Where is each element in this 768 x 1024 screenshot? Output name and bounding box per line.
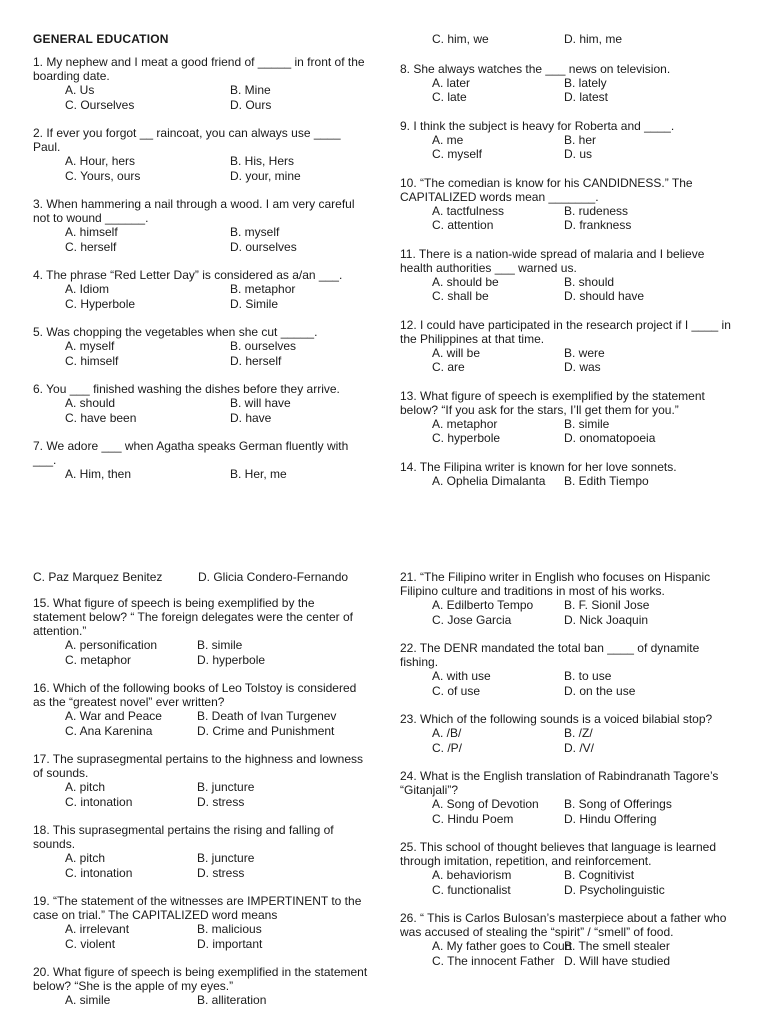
answer-options bbox=[33, 225, 368, 254]
question-text: 8. She always watches the ___ news on television. bbox=[400, 61, 671, 76]
answer-option: C. Hyperbole bbox=[65, 296, 136, 311]
answer-option: B. simile bbox=[197, 638, 243, 652]
question-text: 25. This school of thought believes that language is learned through imitation, repetition, and reinforcement. bbox=[400, 840, 716, 868]
answer-option: C. The innocent Father bbox=[432, 953, 555, 968]
answer-option: C. Hindu Poem bbox=[432, 811, 514, 826]
question-list bbox=[33, 596, 368, 1008]
answer-options bbox=[400, 939, 735, 968]
answer-option: B. myself bbox=[230, 225, 280, 239]
answer-option: A. metaphor bbox=[432, 416, 498, 431]
answer-option: C. violent bbox=[65, 936, 116, 951]
question-list bbox=[400, 62, 735, 489]
question-item bbox=[33, 197, 368, 254]
answer-option: D. ourselves bbox=[230, 239, 297, 254]
answer-option: D. have bbox=[230, 410, 272, 425]
question-item bbox=[400, 119, 735, 162]
question-text: 1. My nephew and I meat a good friend of _____ in front of the boarding date. bbox=[33, 55, 365, 83]
answer-option: B. rudeness bbox=[564, 203, 629, 218]
column-right bbox=[400, 0, 735, 502]
question-text: 4. The phrase “Red Letter Day” is considered as a/an ___. bbox=[33, 268, 343, 282]
question-text: 20. What figure of speech is being exemplified in the statement below? “She is the apple of my eyes.” bbox=[33, 965, 368, 993]
question-item bbox=[33, 325, 368, 368]
answer-option: B. to use bbox=[564, 669, 612, 683]
question-item bbox=[400, 641, 735, 698]
answer-options bbox=[33, 780, 368, 809]
answer-option: B. His, Hers bbox=[230, 154, 295, 168]
answer-option: C. Jose Garcia bbox=[432, 612, 512, 627]
answer-options bbox=[33, 851, 368, 880]
answer-options bbox=[400, 669, 735, 698]
question-item bbox=[33, 752, 368, 809]
answer-option: D. your, mine bbox=[230, 168, 301, 183]
question-text: 3. When hammering a nail through a wood. I am very careful not to wound ______. bbox=[33, 197, 355, 225]
question-item bbox=[33, 894, 368, 951]
question-item bbox=[400, 62, 735, 105]
answer-option: D. onomatopoeia bbox=[564, 431, 656, 445]
option: D. him, me bbox=[564, 32, 623, 46]
answer-option: A. pitch bbox=[65, 851, 106, 865]
question-item bbox=[33, 681, 368, 738]
answer-option: C. metaphor bbox=[65, 652, 132, 667]
answer-option: B. Mine bbox=[230, 83, 271, 97]
answer-option: D. herself bbox=[230, 353, 282, 368]
answer-option: D. was bbox=[564, 360, 601, 374]
answer-options bbox=[400, 797, 735, 826]
answer-option: D. Nick Joaquin bbox=[564, 612, 649, 627]
answer-option: B. Her, me bbox=[230, 467, 287, 481]
answer-option: B. Edith Tiempo bbox=[564, 473, 649, 488]
answer-option: B. alliteration bbox=[197, 993, 267, 1007]
option: D. Glicia Condero-Fernando bbox=[198, 570, 349, 584]
question-item bbox=[33, 126, 368, 183]
answer-option: A. simile bbox=[65, 993, 111, 1007]
answer-option: C. hyperbole bbox=[432, 431, 501, 445]
answer-option: B. her bbox=[564, 132, 597, 147]
answer-options bbox=[400, 474, 735, 489]
answer-options bbox=[33, 282, 368, 311]
answer-option: B. malicious bbox=[197, 922, 262, 936]
question-item bbox=[400, 712, 735, 755]
option: C. him, we bbox=[432, 32, 489, 46]
answer-option: B. F. Sionil Jose bbox=[564, 598, 650, 612]
answer-option: D. Psycholinguistic bbox=[564, 882, 665, 897]
answer-option: A. behaviorism bbox=[432, 868, 512, 882]
answer-option: B. Song of Offerings bbox=[564, 797, 672, 811]
question-item bbox=[400, 769, 735, 826]
question-item bbox=[400, 176, 735, 233]
answer-option: A. personification bbox=[65, 638, 158, 652]
answer-option: B. simile bbox=[564, 416, 610, 431]
answer-options bbox=[33, 396, 368, 425]
question-list bbox=[33, 55, 368, 482]
question-text: 15. What figure of speech is being exemplified by the statement below? “ The foreign delegates were the center of attention.” bbox=[33, 596, 353, 638]
answer-option: C. functionalist bbox=[432, 882, 511, 897]
question-item bbox=[33, 55, 368, 112]
question-item bbox=[33, 823, 368, 880]
answer-option: B. lately bbox=[564, 75, 607, 90]
question-text: 22. The DENR mandated the total ban ____ of dynamite fishing. bbox=[400, 641, 700, 669]
answer-option: A. My father goes to Court bbox=[432, 939, 573, 953]
answer-options bbox=[400, 726, 735, 755]
answer-options bbox=[400, 598, 735, 627]
answer-option: D. /V/ bbox=[564, 740, 595, 755]
answer-option: B. juncture bbox=[197, 780, 255, 794]
answer-option: C. late bbox=[432, 90, 467, 104]
question-item bbox=[400, 318, 735, 375]
answer-option: C. of use bbox=[432, 683, 481, 698]
answer-option: C. have been bbox=[65, 410, 137, 425]
answer-option: D. Crime and Punishment bbox=[197, 723, 335, 738]
answer-option: B. juncture bbox=[197, 851, 255, 865]
answer-options bbox=[400, 133, 735, 162]
option: C. Paz Marquez Benitez bbox=[33, 570, 163, 584]
answer-options bbox=[400, 204, 735, 233]
answer-options bbox=[33, 154, 368, 183]
answer-option: D. us bbox=[564, 147, 593, 161]
question-text: 19. “The statement of the witnesses are IMPERTINENT to the case on trial.” The CAPITALIZED word means bbox=[33, 894, 362, 922]
answer-option: C. shall be bbox=[432, 289, 489, 303]
answer-option: A. himself bbox=[65, 225, 118, 239]
answer-options bbox=[400, 346, 735, 375]
question-text: 6. You ___ finished washing the dishes before they arrive. bbox=[33, 382, 340, 396]
question-item bbox=[33, 965, 368, 1008]
answer-option: C. Ana Karenina bbox=[65, 723, 153, 738]
answer-options bbox=[33, 993, 368, 1008]
question-text: 10. “The comedian is know for his CANDIDNESS.” The CAPITALIZED words mean _______. bbox=[400, 175, 693, 204]
answer-options bbox=[33, 638, 368, 667]
column-left bbox=[33, 570, 368, 1022]
answer-option: A. Edilberto Tempo bbox=[432, 598, 534, 612]
answer-option: A. Him, then bbox=[65, 467, 132, 481]
page-bottom bbox=[0, 570, 768, 1024]
question-item bbox=[33, 382, 368, 425]
answer-option: A. Ophelia Dimalanta bbox=[432, 473, 546, 488]
question-text: 16. Which of the following books of Leo Tolstoy is considered as the “greatest novel” ever written? bbox=[33, 681, 357, 709]
answer-option: D. Ours bbox=[230, 97, 272, 112]
column-right bbox=[400, 570, 735, 982]
answer-option: A. Song of Devotion bbox=[432, 797, 539, 811]
answer-option: B. Cognitivist bbox=[564, 868, 635, 882]
answer-option: B. ourselves bbox=[230, 339, 297, 353]
answer-options bbox=[33, 467, 368, 482]
answer-option: A. Idiom bbox=[65, 282, 110, 296]
answer-option: D. latest bbox=[564, 90, 609, 104]
question-text: 11. There is a nation-wide spread of malaria and I believe health authorities ___ warned us. bbox=[400, 246, 705, 275]
answer-option: D. important bbox=[197, 936, 263, 951]
continued-options bbox=[33, 570, 368, 584]
answer-options bbox=[400, 76, 735, 105]
question-text: 5. Was chopping the vegetables when she cut _____. bbox=[33, 325, 318, 339]
answer-options bbox=[33, 339, 368, 368]
answer-option: B. The smell stealer bbox=[564, 939, 670, 953]
answer-options bbox=[400, 868, 735, 897]
answer-option: A. Us bbox=[65, 83, 95, 97]
answer-option: C. intonation bbox=[65, 865, 133, 880]
question-item bbox=[33, 439, 368, 482]
answer-options bbox=[33, 922, 368, 951]
answer-option: C. are bbox=[432, 360, 465, 374]
question-text: 14. The Filipina writer is known for her love sonnets. bbox=[400, 459, 677, 474]
answer-option: C. myself bbox=[432, 147, 483, 161]
answer-option: A. irrelevant bbox=[65, 922, 130, 936]
continued-options bbox=[400, 32, 735, 47]
question-text: 2. If ever you forgot __ raincoat, you can always use ____ Paul. bbox=[33, 126, 341, 154]
question-item bbox=[33, 596, 368, 667]
answer-option: A. Hour, hers bbox=[65, 154, 136, 168]
answer-option: D. Hindu Offering bbox=[564, 811, 657, 826]
answer-option: A. pitch bbox=[65, 780, 106, 794]
question-item bbox=[400, 460, 735, 489]
question-list bbox=[400, 570, 735, 968]
question-item bbox=[400, 389, 735, 446]
question-text: 12. I could have participated in the research project if I ____ in the Philippines at that time. bbox=[400, 317, 731, 346]
answer-option: A. tactfulness bbox=[432, 203, 505, 218]
answer-option: D. stress bbox=[197, 794, 245, 809]
question-item bbox=[400, 570, 735, 627]
question-item bbox=[400, 911, 735, 968]
answer-option: D. Simile bbox=[230, 296, 279, 311]
answer-options bbox=[400, 417, 735, 446]
answer-option: B. Death of Ivan Turgenev bbox=[197, 709, 337, 723]
answer-option: C. himself bbox=[65, 353, 119, 368]
answer-option: C. attention bbox=[432, 218, 494, 232]
answer-option: D. Will have studied bbox=[564, 953, 671, 968]
answer-option: D. hyperbole bbox=[197, 652, 266, 667]
answer-option: A. with use bbox=[432, 669, 491, 683]
answer-option: D. should have bbox=[564, 289, 645, 303]
answer-option: D. frankness bbox=[564, 218, 632, 232]
question-text: 24. What is the English translation of Rabindranath Tagore’s “Gitanjali”? bbox=[400, 769, 719, 797]
answer-option: B. should bbox=[564, 274, 615, 289]
answer-option: A. War and Peace bbox=[65, 709, 162, 723]
answer-option: C. Ourselves bbox=[65, 97, 135, 112]
column-left bbox=[33, 0, 368, 496]
question-item bbox=[400, 247, 735, 304]
page-heading: GENERAL EDUCATION bbox=[33, 32, 169, 46]
answer-option: A. should be bbox=[432, 274, 499, 289]
answer-option: D. stress bbox=[197, 865, 245, 880]
answer-option: B. will have bbox=[230, 396, 291, 410]
answer-option: B. /Z/ bbox=[564, 726, 593, 740]
answer-option: A. should bbox=[65, 396, 116, 410]
answer-option: C. /P/ bbox=[432, 740, 463, 755]
question-text: 23. Which of the following sounds is a voiced bilabial stop? bbox=[400, 712, 713, 726]
question-text: 21. “The Filipino writer in English who focuses on Hispanic Filipino culture and traditions in most of his works. bbox=[400, 570, 711, 598]
answer-options bbox=[400, 275, 735, 304]
question-text: 7. We adore ___ when Agatha speaks German fluently with ___. bbox=[33, 439, 349, 467]
answer-option: A. will be bbox=[432, 345, 481, 360]
answer-options bbox=[33, 83, 368, 112]
answer-option: A. myself bbox=[65, 339, 115, 353]
question-item bbox=[33, 268, 368, 311]
answer-option: A. me bbox=[432, 132, 464, 147]
answer-option: B. metaphor bbox=[230, 282, 296, 296]
answer-option: D. on the use bbox=[564, 683, 636, 698]
question-text: 17. The suprasegmental pertains to the highness and lowness of sounds. bbox=[33, 752, 363, 780]
answer-option: A. later bbox=[432, 75, 471, 90]
answer-option: A. /B/ bbox=[432, 726, 462, 740]
question-text: 9. I think the subject is heavy for Roberta and ____. bbox=[400, 118, 675, 133]
question-item bbox=[400, 840, 735, 897]
answer-options bbox=[33, 709, 368, 738]
answer-option: B. were bbox=[564, 345, 605, 360]
answer-option: C. herself bbox=[65, 239, 117, 254]
answer-option: C. Yours, ours bbox=[65, 168, 141, 183]
question-text: 18. This suprasegmental pertains the rising and falling of sounds. bbox=[33, 823, 334, 851]
question-text: 13. What figure of speech is exemplified by the statement below? “If you ask for the stars, I’ll get them for you.” bbox=[400, 388, 705, 417]
question-text: 26. “ This is Carlos Bulosan’s masterpiece about a father who was accused of stealing the “spirit” / “smell” of food. bbox=[400, 911, 727, 939]
answer-option: C. intonation bbox=[65, 794, 133, 809]
